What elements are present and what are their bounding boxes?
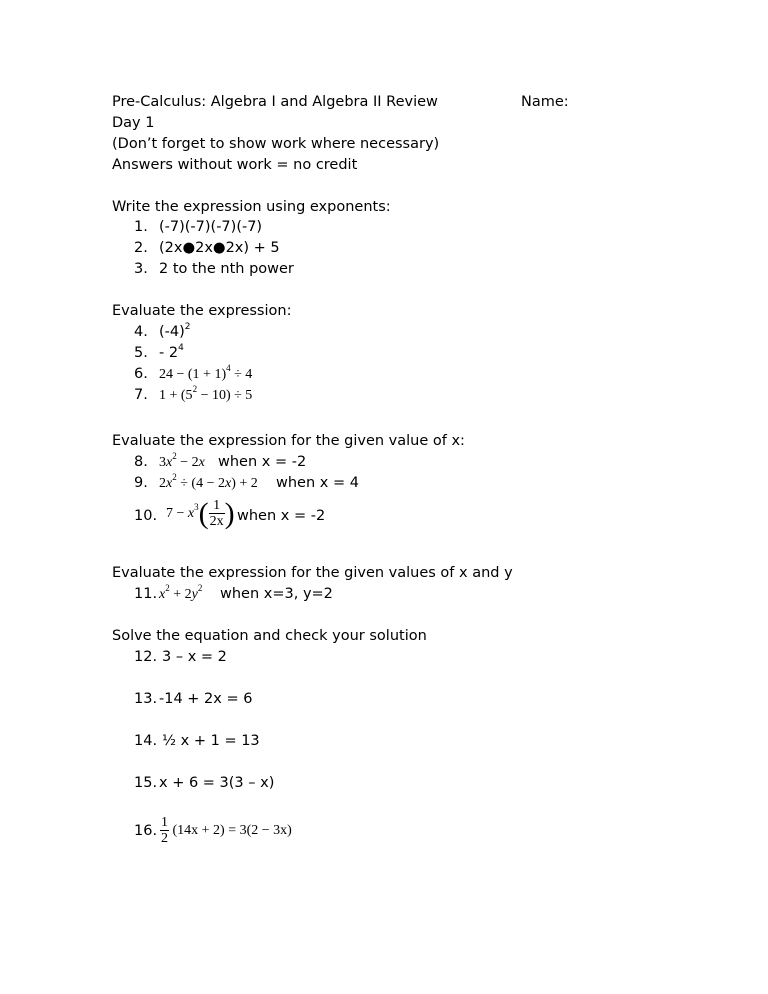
- worksheet-title: Pre-Calculus: Algebra I and Algebra II Review: [112, 94, 438, 110]
- problem-8-expression: $3x^2 - 2x$: [159, 451, 205, 470]
- problem-16-number: 16.: [134, 823, 158, 839]
- problem-14-equation: ½ x + 1 = 13: [162, 733, 260, 749]
- problem-9-condition: when x = 4: [276, 475, 359, 491]
- section-solve-heading: Solve the equation and check your solution: [112, 628, 427, 644]
- section-exponents-heading: Write the expression using exponents:: [112, 199, 391, 215]
- problem-9-expression: $2x^2 \div (4 - 2x) + 2$: [159, 472, 258, 491]
- problem-4-expression: $(-4)^2$: [159, 322, 191, 340]
- problem-5-expression: - $2^4$: [159, 343, 184, 361]
- section-evaluate-heading: Evaluate the expression:: [112, 303, 292, 319]
- problem-15-number: 15.: [134, 775, 158, 791]
- problem-5-number: 5.: [134, 345, 148, 361]
- section-evaluate-xy-heading: Evaluate the expression for the given values of x and y: [112, 565, 513, 581]
- problem-3-expression: 2 to the nth power: [159, 261, 294, 277]
- problem-10-number: 10.: [134, 508, 158, 524]
- problem-12-number: 12.: [134, 649, 158, 665]
- problem-6-expression: $24 - (1 + 1)^4 \div 4$: [159, 363, 253, 382]
- problem-14-number: 14.: [134, 733, 158, 749]
- problem-9-number: 9.: [134, 475, 148, 491]
- problem-10-condition: when x = -2: [237, 508, 326, 524]
- problem-16-fraction: $\frac{1}{2}$: [161, 815, 168, 847]
- problem-11-number: 11.: [134, 586, 158, 602]
- problem-7-expression: $1 + (5^2 - 10) \div 5$: [159, 384, 253, 403]
- problem-6-number: 6.: [134, 366, 148, 382]
- problem-15-equation: x + 6 = 3(3 – x): [159, 775, 275, 791]
- problem-13-number: 13.: [134, 691, 158, 707]
- name-label: Name:: [521, 94, 569, 110]
- problem-11-condition: when x=3, y=2: [220, 586, 333, 602]
- problem-2-number: 2.: [134, 240, 148, 256]
- problem-12-equation: 3 – x = 2: [162, 649, 227, 665]
- problem-11-expression: $x^2 + 2y^2$: [159, 583, 203, 602]
- section-evaluate-x-heading: Evaluate the expression for the given value of x:: [112, 433, 465, 449]
- problem-8-number: 8.: [134, 454, 148, 470]
- credit-note: Answers without work = no credit: [112, 157, 358, 173]
- problem-8-condition: when x = -2: [218, 454, 307, 470]
- problem-3-number: 3.: [134, 261, 148, 277]
- instruction-note: (Don’t forget to show work where necessary): [112, 136, 440, 152]
- day-label: Day 1: [112, 115, 155, 131]
- problem-7-number: 7.: [134, 387, 148, 403]
- problem-1-number: 1.: [134, 219, 148, 235]
- problem-2-expression: (2x●2x●2x) + 5: [159, 240, 280, 256]
- problem-1-expression: (-7)(-7)(-7)(-7): [159, 219, 263, 235]
- problem-10-fraction: $\frac{1}{2x}$: [209, 498, 224, 530]
- problem-16-equation: $\frac{1}{2}$ (14x + 2) = 3(2 − 3x): [161, 815, 292, 847]
- problem-4-number: 4.: [134, 324, 148, 340]
- problem-10-expression: $7 - x^3$( $\frac{1}{2x}$ ): [166, 496, 235, 530]
- problem-13-equation: -14 + 2x = 6: [159, 691, 253, 707]
